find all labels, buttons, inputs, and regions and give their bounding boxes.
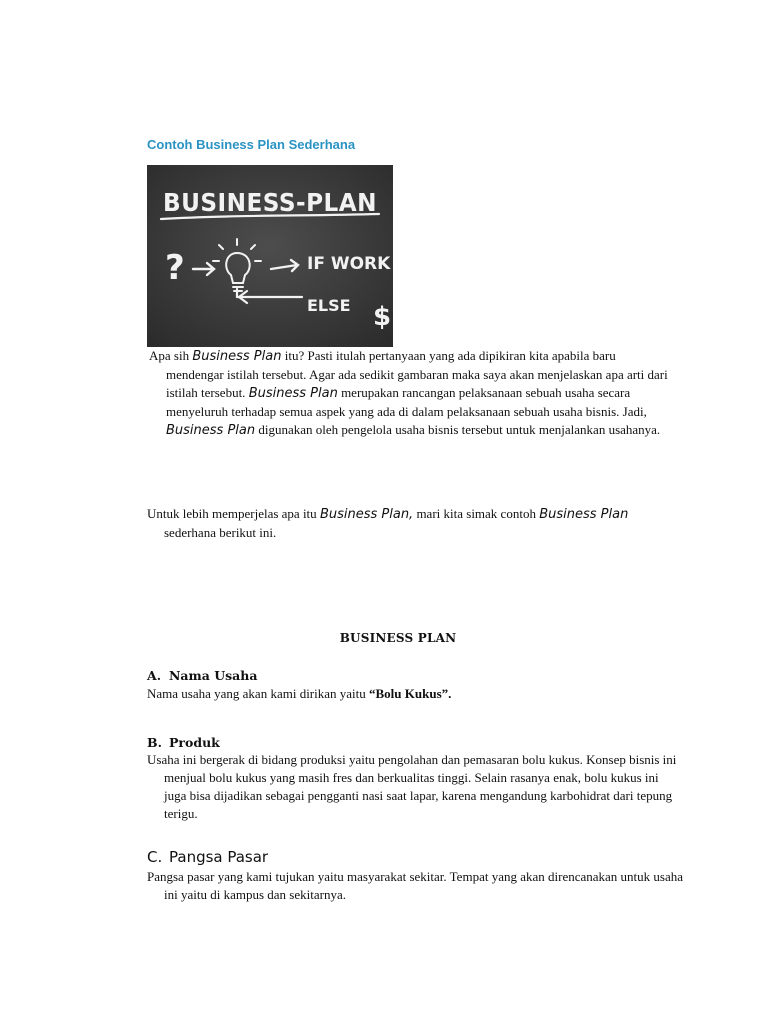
section-heading-produk: B. Produk	[147, 735, 220, 750]
section-body-pangsa-pasar: Pangsa pasar yang kami tujukan yaitu masyarakat sekitar. Tempat yang akan direncanakan untuk usaha ini yaitu di kampus dan sekitarnya.	[147, 869, 684, 902]
term-business-plan: Business Plan,	[319, 507, 414, 522]
term-business-plan: Business Plan	[192, 349, 282, 364]
intro-paragraph: Apa sih Business Plan itu? Pasti itulah pertanyaan yang ada dipikiran kita apabila baru mendengar istilah tersebut. Agar ada sedikit gambaran maka saya akan menjelaskan apa arti dari istilah tersebut. Business Plan merupakan rancangan pelaksanaan sebuah usaha secara menyeluruh terhadap semua aspek yang ada di dalam pelaksanaan sebuah usaha bisnis. Jadi, Business Plan digunakan oleh pengelola usaha bisnis tersebut untuk menjalankan usahanya.	[149, 348, 668, 438]
lead-paragraph: Untuk lebih memperjelas apa itu Business Plan, mari kita simak contoh Business Plan sederhana berikut ini.	[147, 506, 629, 540]
section-body-produk: Usaha ini bergerak di bidang produksi yaitu pengolahan dan pemasaran bolu kukus. Konsep bisnis ini menjual bolu kukus yang masih fres dan berkualitas tinggi. Selain rasanya enak, bolu kukus ini juga bisa dijadikan sebagai pengganti nasi saat lapar, karena mengandung karbohidrat dari tepung terigu.	[147, 752, 677, 821]
term-business-plan: Business Plan	[166, 423, 256, 438]
chalk-headline: BUSINESS-PLAN	[163, 188, 377, 217]
chalk-if-work: IF WORK	[307, 254, 391, 274]
business-plan-chalkboard-image	[147, 165, 393, 347]
section-heading-nama-usaha: A. Nama Usaha	[147, 668, 258, 683]
chalk-dollar: $	[373, 302, 392, 332]
document-title: Contoh Business Plan Sederhana	[147, 137, 356, 152]
section-heading-pangsa-pasar: C. Pangsa Pasar	[147, 848, 269, 866]
term-business-plan: Business Plan	[539, 507, 629, 522]
chalk-else: ELSE	[307, 296, 351, 315]
business-plan-heading: BUSINESS PLAN	[339, 631, 457, 645]
chalk-question-mark: ?	[165, 248, 185, 288]
section-body-nama-usaha: Nama usaha yang akan kami dirikan yaitu “Bolu Kukus”.	[147, 686, 452, 701]
term-business-plan: Business Plan	[248, 386, 338, 401]
